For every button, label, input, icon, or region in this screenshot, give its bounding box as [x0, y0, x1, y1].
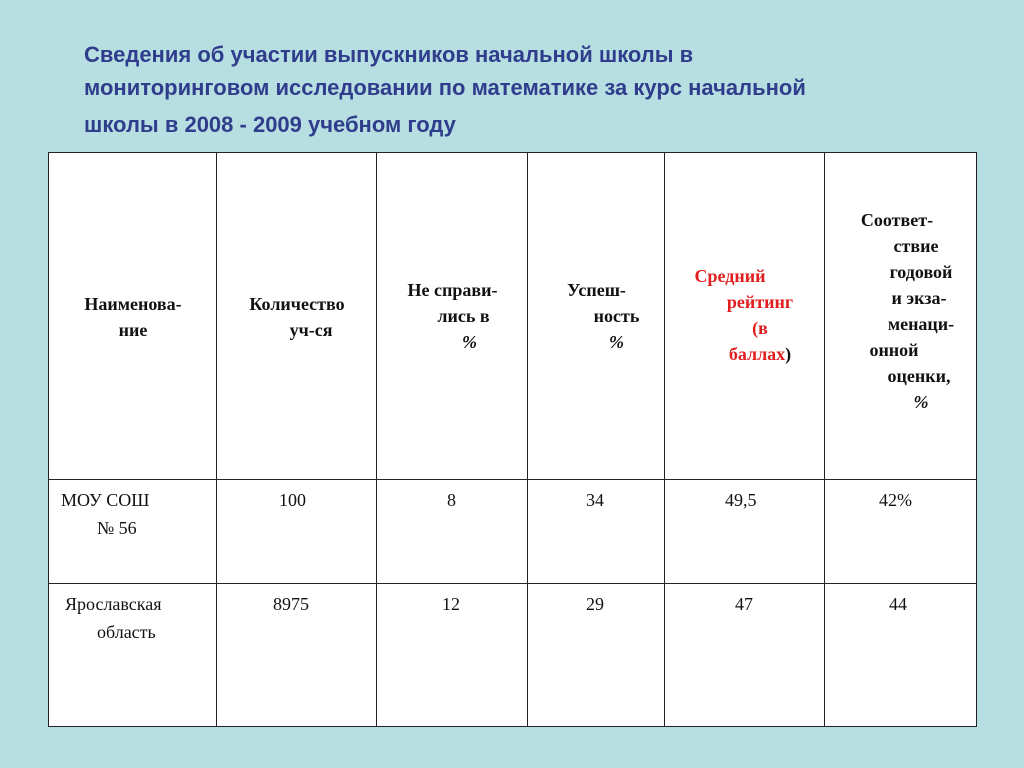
row-success: 34: [586, 490, 604, 510]
header-corr-line: Соответ-: [860, 210, 934, 230]
row-rating: 49,5: [725, 490, 757, 510]
cell-rating: [665, 480, 825, 584]
cell-success: [528, 584, 665, 727]
row-correspondence: 44: [889, 594, 907, 614]
cell-count: [217, 480, 377, 584]
title-line-3: школы в 2008 - 2009 учебном году: [84, 112, 456, 137]
header-corr-line: годовой: [889, 262, 953, 282]
cell-success: [528, 480, 665, 584]
header-name: [49, 153, 217, 480]
header-rating: [665, 153, 825, 480]
slide-title: [84, 38, 964, 141]
title-line-1: Сведения об участии выпускников начальной школы в: [84, 42, 694, 67]
cell-failed: [377, 480, 528, 584]
header-name-line: ние: [118, 320, 148, 340]
table-row: [49, 480, 977, 584]
row-failed: 12: [442, 594, 460, 614]
row-correspondence: 42%: [879, 490, 912, 510]
header-success-line: %: [609, 332, 624, 352]
title-line-2: мониторинговом исследовании по математике за курс начальной: [84, 75, 806, 100]
row-count: 100: [279, 490, 306, 510]
header-success: [528, 153, 665, 480]
row-name-line: Ярославская: [65, 594, 162, 614]
cell-correspondence: [825, 584, 977, 727]
row-failed: 8: [447, 490, 456, 510]
header-corr-line: %: [913, 392, 929, 412]
header-rating-line: [665, 341, 825, 367]
header-correspondence: [825, 153, 977, 480]
header-row: [49, 153, 977, 480]
cell-correspondence: [825, 480, 977, 584]
header-corr-line: менаци-: [887, 314, 955, 334]
header-failed: [377, 153, 528, 480]
header-rating-units: баллах: [728, 344, 786, 364]
header-count-line: уч-ся: [289, 320, 333, 340]
cell-count: [217, 584, 377, 727]
header-failed-line: лись в: [437, 306, 490, 326]
row-rating: 47: [735, 594, 753, 614]
row-name-line: № 56: [97, 518, 137, 538]
header-corr-line: ствие: [893, 236, 939, 256]
header-count: [217, 153, 377, 480]
header-failed-line: Не справи-: [407, 280, 498, 300]
cell-name: [49, 480, 217, 584]
header-name-line: Наименова-: [84, 294, 182, 314]
header-count-line: Количество: [249, 294, 345, 314]
cell-failed: [377, 584, 528, 727]
row-name-line: МОУ СОШ: [61, 490, 150, 510]
header-failed-line: %: [462, 332, 477, 352]
header-rating-line: (в: [752, 318, 768, 338]
header-corr-line: и экза-: [891, 288, 947, 308]
cell-name: [49, 584, 217, 727]
header-rating-line: Средний: [694, 266, 766, 286]
header-corr-line: оценки,: [887, 366, 951, 386]
table-row: [49, 584, 977, 727]
header-rating-paren: ): [785, 344, 792, 364]
cell-rating: [665, 584, 825, 727]
header-corr-line: онной: [869, 340, 919, 360]
row-success: 29: [586, 594, 604, 614]
header-success-line: Успеш-: [567, 280, 626, 300]
row-count: 8975: [273, 594, 309, 614]
header-rating-line: рейтинг: [726, 292, 794, 312]
row-name-line: область: [97, 622, 156, 642]
header-success-line: ность: [593, 306, 640, 326]
results-table: [48, 152, 977, 727]
